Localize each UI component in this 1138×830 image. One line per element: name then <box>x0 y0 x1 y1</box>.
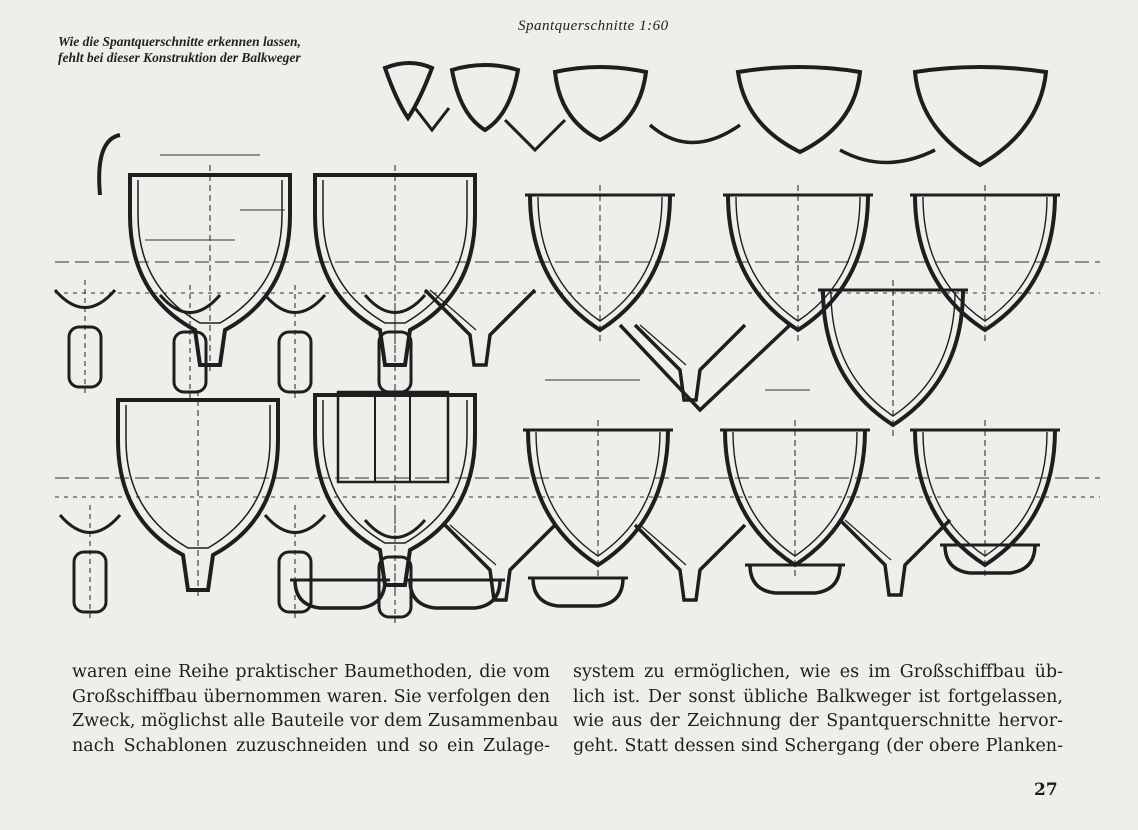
body-text-left-column <box>72 660 559 758</box>
body-text-right-column <box>573 660 1063 758</box>
page-number: 27 <box>1034 780 1058 800</box>
body-line: wie aus der Zeichnung der Spantquerschnitte hervor- <box>573 711 1063 731</box>
second-row-sections <box>55 135 1060 440</box>
note-line: Wie die Spantquerschnitte erkennen lassen, <box>58 34 301 49</box>
drawing-title: Spantquerschnitte 1:60 <box>518 18 669 34</box>
body-line: waren eine Reihe praktischer Baumethoden, die vom <box>72 662 550 682</box>
body-line: system zu ermöglichen, wie es im Großschiffbau üb- <box>573 662 1063 682</box>
body-line: Zweck, möglichst alle Bauteile vor dem Zusammenbau <box>72 711 559 731</box>
body-line: lich ist. Der sonst übliche Balkweger ist fortgelassen, <box>573 686 1063 707</box>
body-line: Großschiffbau übernommen waren. Sie verfolgen den <box>72 686 550 707</box>
top-row-sections <box>385 63 1046 165</box>
note-line: fehlt bei dieser Konstruktion der Balkweger <box>58 50 301 65</box>
dimension-annotations <box>145 155 810 390</box>
body-line: geht. Statt dessen sind Schergang (der obere Planken- <box>573 735 1063 756</box>
body-line: nach Schablonen zuzuschneiden und so ein Zulage- <box>72 735 550 756</box>
